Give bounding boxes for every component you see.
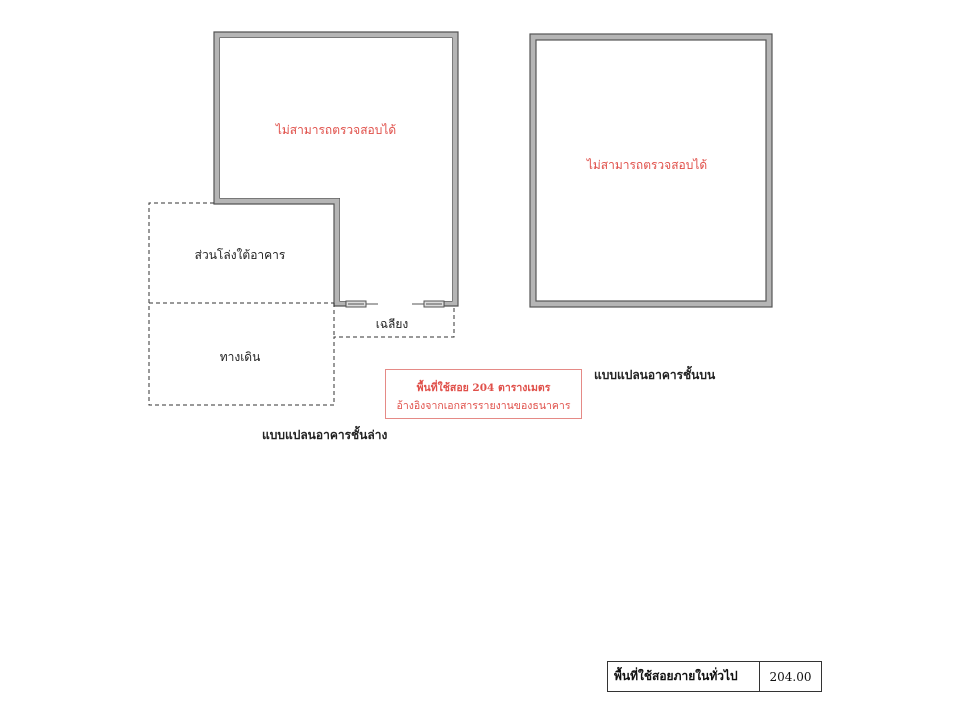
- porch-label: เฉลียง: [375, 317, 409, 331]
- walkway-label: ทางเดิน: [219, 350, 261, 364]
- ground-floor-title: แบบแปลนอาคารชั้นล่าง: [262, 428, 388, 442]
- ground-floor-room-label: ไม่สามารถตรวจสอบได้: [275, 123, 397, 137]
- note-area-line: พื้นที่ใช้สอย 204 ตารางเมตร: [416, 382, 551, 394]
- area-summary-table: [607, 661, 822, 692]
- open-area-label: ส่วนโล่งใต้อาคาร: [194, 248, 286, 262]
- upper-floor-room-label: ไม่สามารถตรวจสอบได้: [586, 158, 708, 172]
- area-summary-label: พื้นที่ใช้สอยภายในทั่วไป: [608, 662, 760, 691]
- note-reference-line: อ้างอิงจากเอกสารรายงานของธนาคาร: [396, 400, 571, 412]
- upper-floor-title: แบบแปลนอาคารชั้นบน: [594, 368, 716, 382]
- area-summary-value: 204.00: [769, 669, 812, 684]
- usable-area-note: [385, 369, 582, 419]
